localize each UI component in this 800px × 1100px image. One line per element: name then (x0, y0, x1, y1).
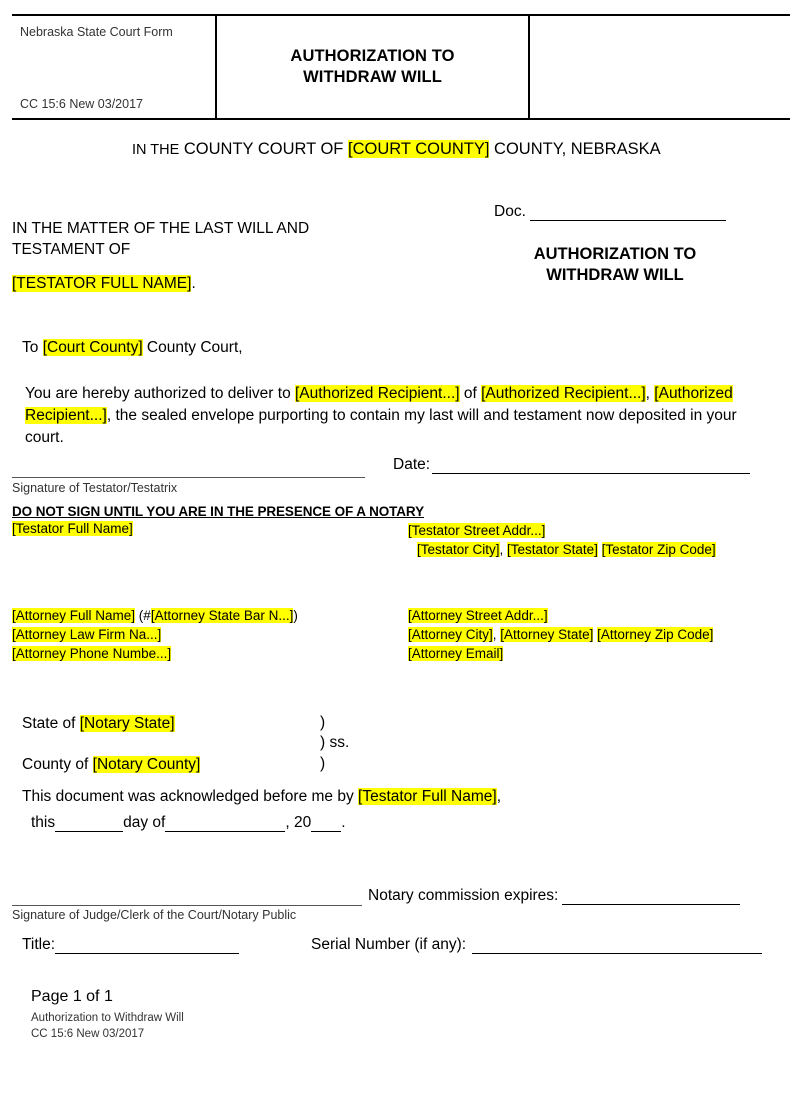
ack-day-of-label: day of (123, 814, 166, 831)
attorney-full-name-field[interactable]: [Attorney Full Name] (12, 608, 136, 623)
para-text-1: You are hereby authorized to deliver to (25, 385, 295, 402)
addressee-line (22, 339, 243, 357)
county-nebraska-label: COUNTY, NEBRASKA (489, 140, 661, 158)
matter-line-2: TESTAMENT OF (12, 241, 131, 259)
testator-full-name-field[interactable]: [Testator Full Name] (12, 521, 133, 536)
notary-state-field[interactable]: [Notary State] (79, 715, 175, 732)
serial-number-field[interactable] (472, 937, 762, 954)
document-caption-line1: AUTHORIZATION TO (533, 245, 697, 263)
acknowledgment-line-2 (31, 814, 346, 832)
serial-number-row (311, 936, 762, 954)
date-field[interactable] (432, 457, 750, 474)
testator-full-name-placeholder[interactable]: [TESTATOR FULL NAME] (12, 275, 192, 292)
doc-label: Doc. (494, 203, 526, 220)
venue-paren-top: ) (320, 714, 326, 731)
matter-line-1: IN THE MATTER OF THE LAST WILL AND (12, 220, 310, 237)
title-label: Title: (22, 936, 56, 953)
testator-street-field[interactable]: [Testator Street Addr...] (408, 523, 546, 538)
testator-city-field[interactable]: [Testator City] (417, 542, 500, 558)
attorney-street-field[interactable]: [Attorney Street Addr...] (408, 608, 548, 623)
document-caption-line2: WITHDRAW WILL (546, 266, 684, 285)
notary-commission-field[interactable] (562, 888, 740, 905)
ack-this-label: this (31, 814, 56, 831)
venue-ss-label: ) ss. (320, 734, 350, 751)
attorney-phone-row (12, 644, 298, 663)
authorized-recipient-2-placeholder[interactable]: [Authorized Recipient...] (481, 385, 646, 402)
matter-testator-line (12, 275, 196, 293)
ack-day-field[interactable] (55, 816, 123, 832)
testator-state-field[interactable]: [Testator State] (507, 542, 598, 558)
date-label: Date: (393, 456, 431, 473)
county-court-suffix: County Court, (142, 339, 243, 356)
notary-county-row (22, 756, 200, 774)
ack-testator-name-field[interactable]: [Testator Full Name] (358, 788, 497, 805)
doc-number-field[interactable] (530, 205, 726, 221)
para-text-4: , the sealed envelope purporting to contain my last will and testament now deposited in your court. (25, 407, 737, 446)
ack-suffix-label: , (496, 788, 502, 805)
header-cell-empty (530, 16, 790, 118)
footer-form-name: Authorization to Withdraw Will (31, 1012, 184, 1024)
venue-paren-bottom: ) (320, 755, 326, 772)
attorney-law-firm-field[interactable]: [Attorney Law Firm Na...] (12, 627, 162, 643)
county-court-of-label: COUNTY COURT OF (183, 140, 348, 158)
court-county-placeholder[interactable]: [COURT COUNTY] (347, 140, 490, 158)
court-venue-line (132, 140, 661, 159)
header-cell-title (217, 16, 530, 118)
attorney-info-block (12, 606, 298, 663)
title-row (22, 936, 239, 954)
testator-name-period: . (191, 275, 196, 292)
testator-zip-field[interactable]: [Testator Zip Code] (601, 542, 716, 558)
title-field[interactable] (55, 937, 239, 954)
ack-prefix-label: This document was acknowledged before me by (22, 788, 359, 805)
attorney-state-field[interactable]: [Attorney State] (500, 627, 594, 643)
attorney-bar-number-field[interactable]: [Attorney State Bar N...] (150, 608, 294, 623)
para-text-2: of (459, 385, 482, 402)
form-title (290, 46, 454, 88)
testator-signature-label: Signature of Testator/Testatrix (12, 481, 178, 495)
attorney-email-field[interactable]: [Attorney Email] (408, 646, 504, 662)
ack-period-label: . (341, 814, 346, 831)
date-row (393, 456, 750, 474)
testator-name-block (12, 521, 133, 536)
body-court-county-placeholder[interactable]: [Court County] (42, 339, 143, 356)
notary-county-field[interactable]: [Notary County] (92, 756, 201, 773)
header-cell-form-info (12, 16, 217, 118)
testator-csz-comma: , (499, 542, 508, 558)
acknowledgment-line-1 (22, 788, 501, 806)
attorney-bar-close: ) (293, 608, 298, 623)
notary-commission-row (368, 887, 740, 905)
ack-month-field[interactable] (165, 816, 285, 832)
matter-block (12, 218, 372, 261)
authorized-recipient-3-placeholder[interactable]: [Authorized Recipient...] (25, 385, 733, 424)
serial-number-label: Serial Number (if any): (311, 936, 467, 953)
testator-city-state-zip-row (408, 540, 716, 559)
attorney-phone-field[interactable]: [Attorney Phone Numbe...] (12, 646, 172, 662)
testator-street-row (408, 521, 716, 540)
attorney-city-field[interactable]: [Attorney City] (408, 627, 493, 643)
attorney-bar-open: (# (135, 608, 151, 623)
attorney-street-row (408, 606, 713, 625)
authorized-recipient-1-placeholder[interactable]: [Authorized Recipient...] (295, 385, 460, 402)
testator-signature-line[interactable] (12, 477, 365, 478)
judge-signature-label: Signature of Judge/Clerk of the Court/Notary Public (12, 908, 297, 922)
document-caption-title (480, 244, 750, 286)
in-the-label: IN THE (132, 142, 180, 158)
notary-state-row (22, 715, 175, 733)
do-not-sign-warning: DO NOT SIGN UNTIL YOU ARE IN THE PRESENCE OF A NOTARY (12, 504, 424, 519)
form-code-label: CC 15:6 New 03/2017 (20, 97, 143, 111)
form-title-line2: WITHDRAW WILL (303, 68, 442, 86)
form-origin-label: Nebraska State Court Form (20, 25, 173, 39)
form-title-line1: AUTHORIZATION TO (290, 46, 455, 65)
footer-form-code: CC 15:6 New 03/2017 (31, 1028, 145, 1040)
notary-commission-label: Notary commission expires: (368, 887, 559, 904)
county-of-label: County of (22, 756, 93, 773)
authorization-paragraph (25, 383, 775, 449)
ack-comma-20-label: , 20 (285, 814, 312, 831)
page-number: Page 1 of 1 (31, 988, 113, 1005)
testator-address-block (408, 521, 716, 559)
ack-year-field[interactable] (311, 816, 341, 832)
attorney-zip-field[interactable]: [Attorney Zip Code] (597, 627, 714, 643)
attorney-name-row (12, 606, 298, 625)
attorney-firm-row (12, 625, 298, 644)
form-header-table (12, 14, 790, 120)
doc-number-row (494, 203, 726, 221)
to-label: To (22, 339, 43, 356)
attorney-address-block (408, 606, 713, 663)
state-of-label: State of (22, 715, 80, 732)
attorney-csz-comma: , (492, 627, 501, 643)
para-text-3: , (645, 385, 655, 402)
attorney-city-state-zip-row (408, 625, 713, 644)
judge-signature-line[interactable] (12, 905, 362, 906)
attorney-email-row (408, 644, 713, 663)
